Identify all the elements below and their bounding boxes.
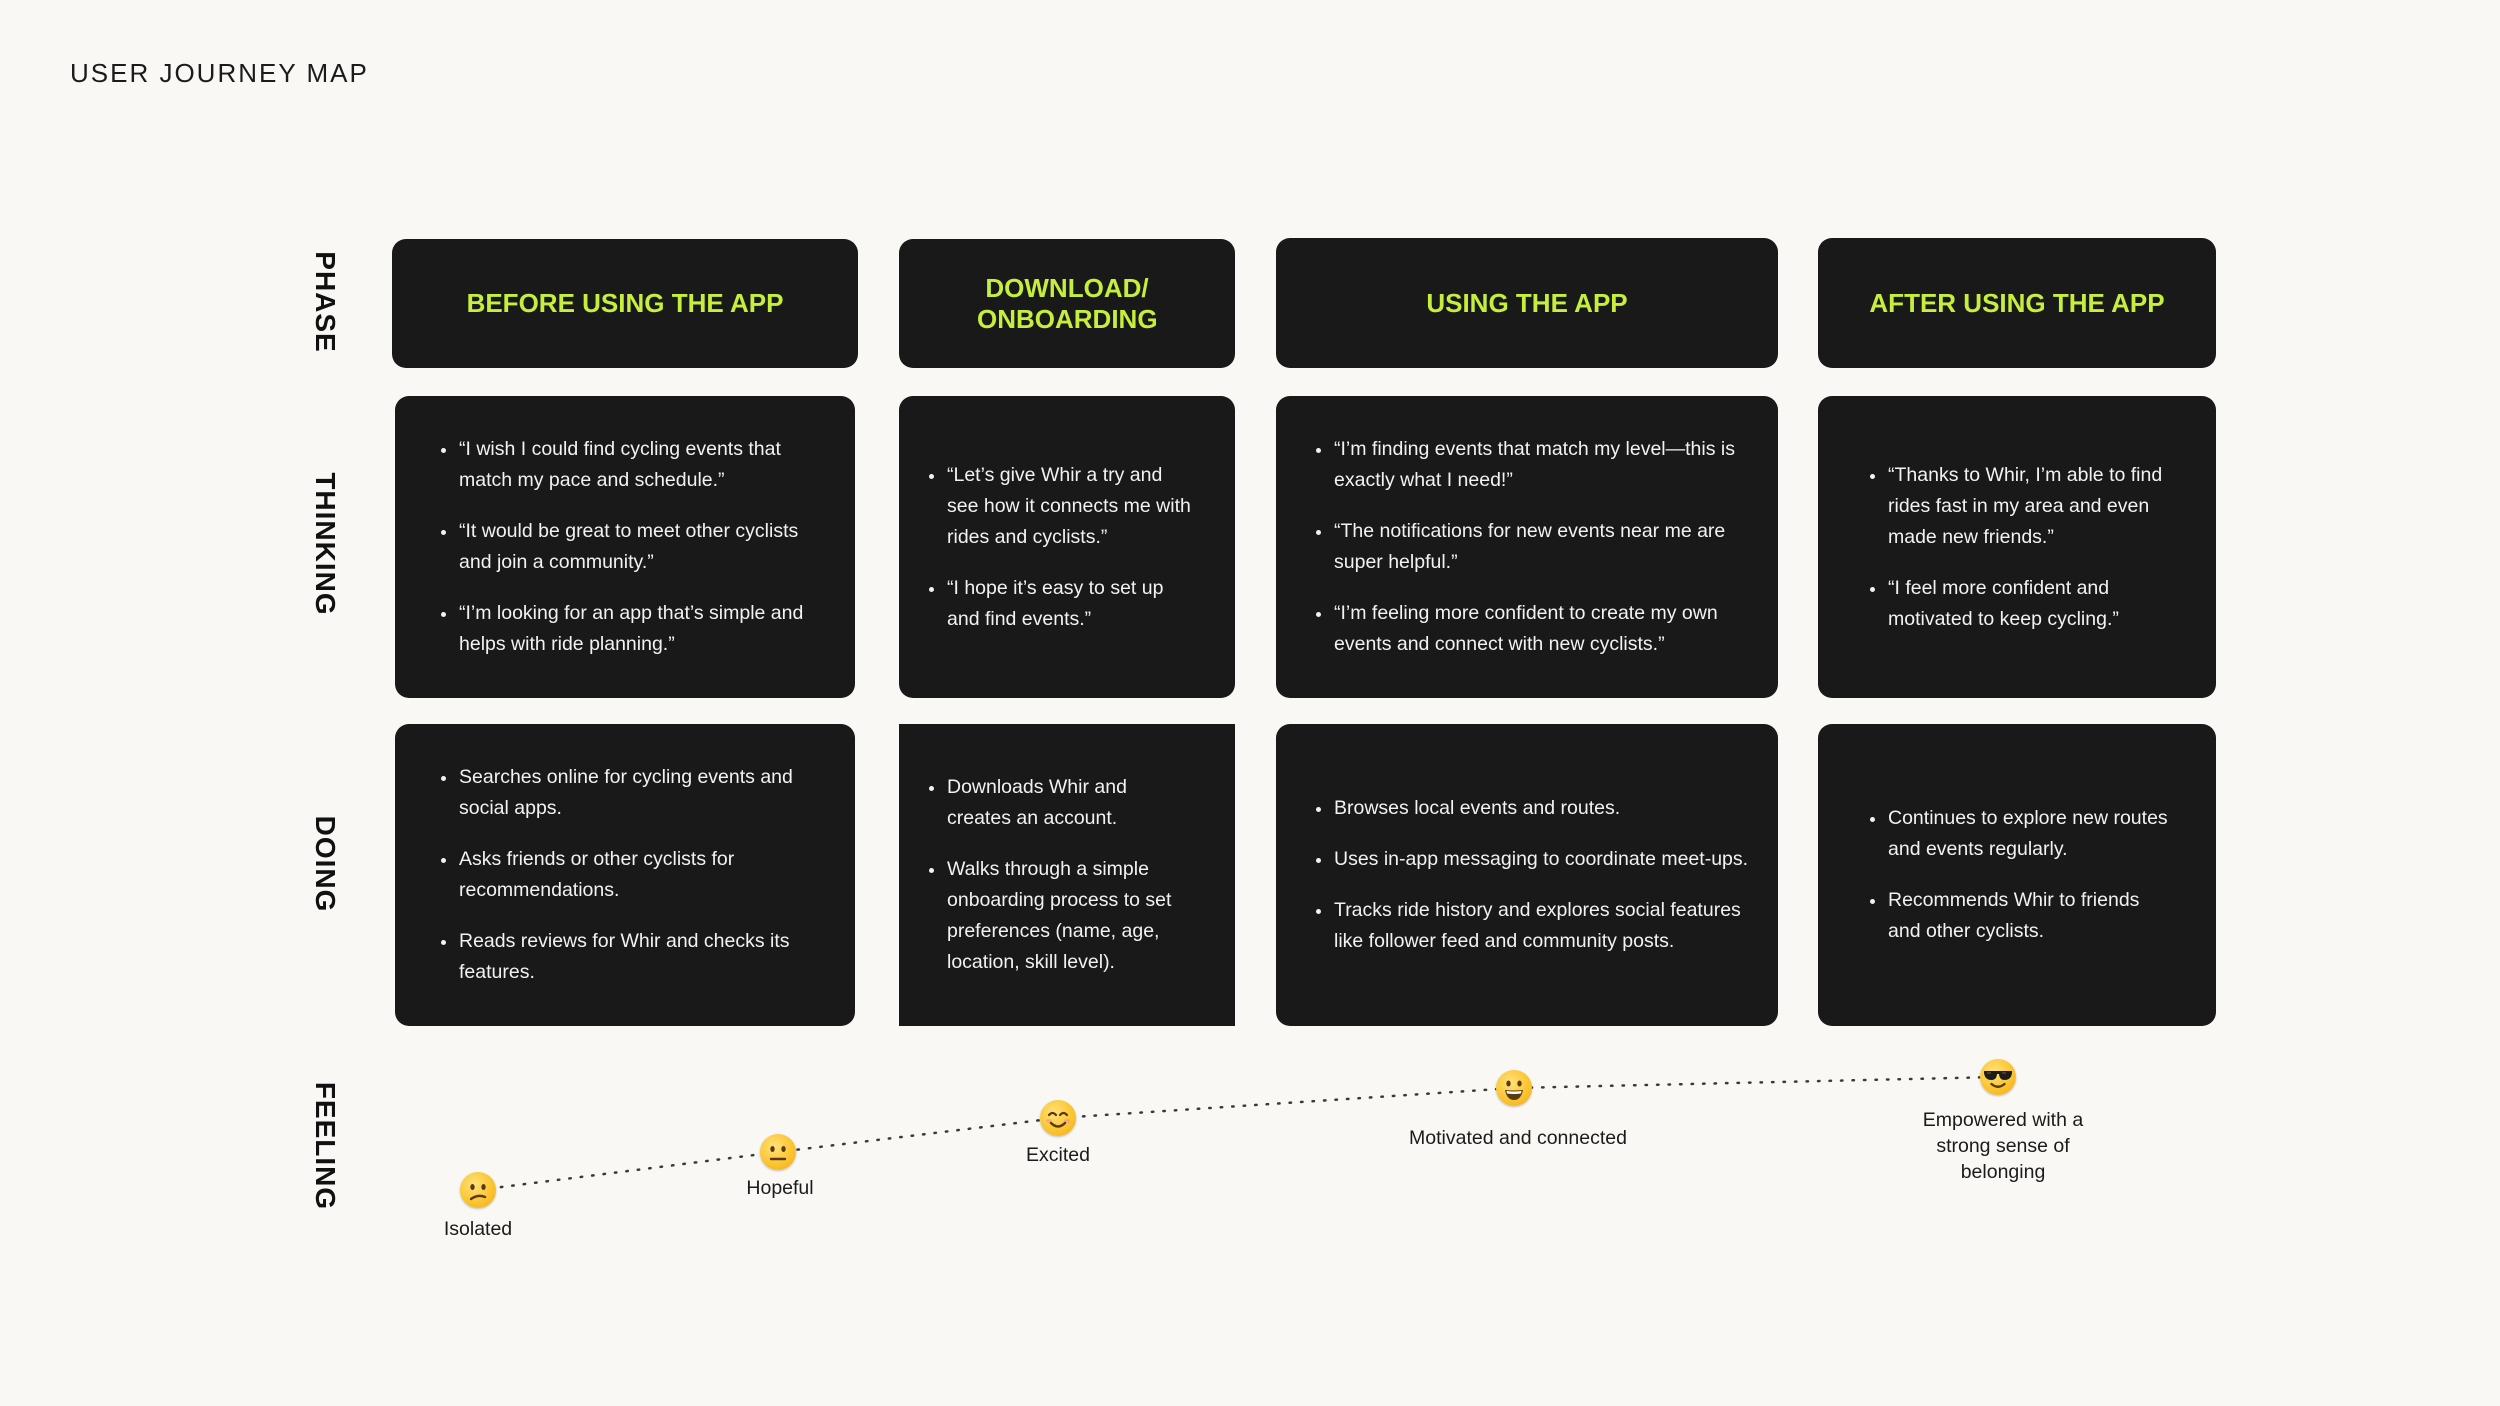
row-label-doing: DOING	[310, 815, 341, 913]
list-item: Walks through a simple onboarding process to set preferences (name, age, location, skill level).	[929, 854, 1195, 978]
list-item: “It would be great to meet other cyclists and join a community.”	[441, 516, 807, 578]
phase-title: BEFORE USING THE APP	[466, 288, 784, 318]
list-item: Browses local events and routes.	[1316, 793, 1758, 824]
list-item: “I’m feeling more confident to create my own events and connect with new cyclists.”	[1316, 598, 1738, 660]
list-item: “I hope it’s easy to set up and find events.”	[929, 573, 1195, 635]
confused-face-icon	[460, 1172, 496, 1208]
feeling-label: Motivated and connected	[1409, 1127, 1627, 1149]
row-label-feeling: FEELING	[310, 1081, 341, 1211]
feeling-label: Empowered with a strong sense of belonging	[1922, 1109, 2084, 1183]
list-item: Reads reviews for Whir and checks its features.	[441, 926, 807, 988]
list-item: “I feel more confident and motivated to keep cycling.”	[1870, 573, 2176, 635]
list-item: “Let’s give Whir a try and see how it connects me with rides and cyclists.”	[929, 460, 1195, 553]
list-item: “I’m looking for an app that’s simple and helps with ride planning.”	[441, 598, 807, 660]
sunglasses-face-icon	[1980, 1059, 2016, 1095]
list-item: “I wish I could find cycling events that match my pace and schedule.”	[441, 434, 807, 496]
list-item: Searches online for cycling events and social apps.	[441, 762, 807, 824]
list-item: “Thanks to Whir, I’m able to find rides fast in my area and even made new friends.”	[1870, 460, 2176, 553]
list-item: Downloads Whir and creates an account.	[929, 772, 1195, 834]
list-item: Tracks ride history and explores social features like follower feed and community posts.	[1316, 895, 1758, 957]
neutral-face-icon	[760, 1134, 796, 1170]
phase-title: DOWNLOAD/ ONBOARDING	[977, 272, 1158, 334]
page-title: USER JOURNEY MAP	[70, 58, 369, 88]
list-item: Uses in-app messaging to coordinate meet-ups.	[1316, 844, 1758, 875]
row-label-thinking: THINKING	[310, 472, 341, 616]
grinning-face-icon	[1496, 1070, 1532, 1106]
feeling-label: Excited	[1026, 1144, 1090, 1166]
list-item: Asks friends or other cyclists for recommendations.	[441, 844, 807, 906]
smiling-face-icon	[1040, 1100, 1076, 1136]
phase-title: AFTER USING THE APP	[1869, 287, 2165, 318]
row-label-phase: PHASE	[310, 251, 341, 353]
list-item: “The notifications for new events near me are super helpful.”	[1316, 516, 1738, 578]
feeling-label: Hopeful	[746, 1177, 814, 1199]
feeling-label: Isolated	[443, 1218, 513, 1240]
phase-title: USING THE APP	[1426, 287, 1628, 318]
list-item: Recommends Whir to friends and other cyclists.	[1870, 885, 2176, 947]
list-item: Continues to explore new routes and events regularly.	[1870, 803, 2176, 865]
list-item: “I’m finding events that match my level—this is exactly what I need!”	[1316, 434, 1738, 496]
